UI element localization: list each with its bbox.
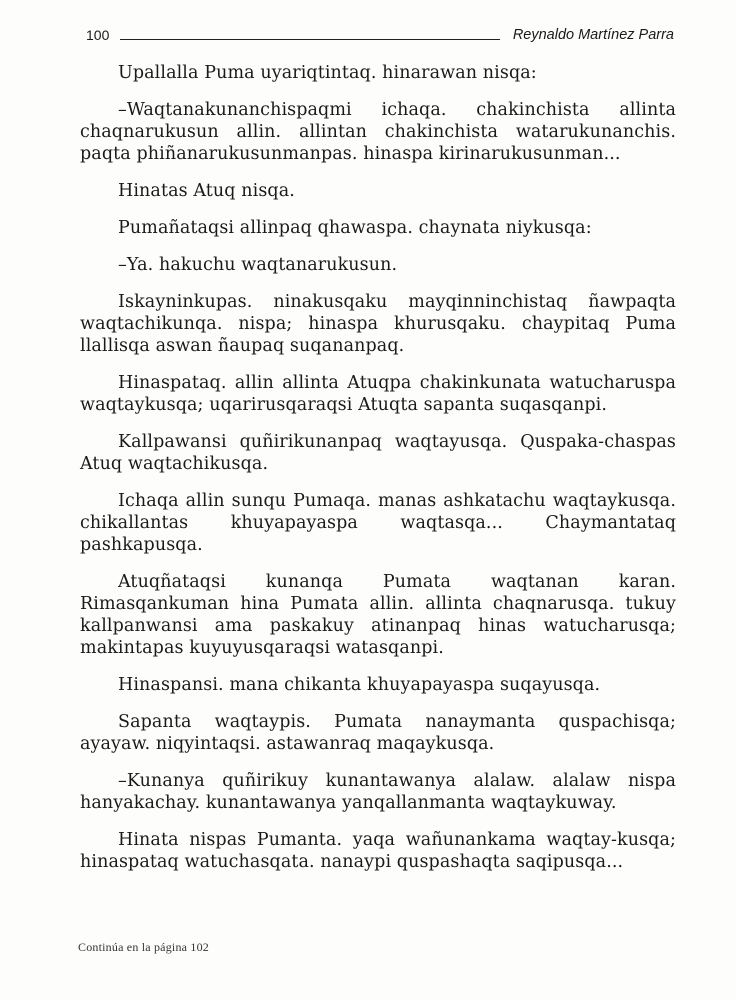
paragraph: Sapanta waqtaypis. Pumata nanaymanta quspachisqa; ayayaw. niqyintaqsi. astawanraq maqaykusqa.	[80, 712, 676, 754]
page-number: 100	[86, 27, 110, 43]
paragraph: Upallalla Puma uyariqtintaq. hinarawan nisqa:	[118, 63, 537, 83]
paragraph: –Waqtanakunanchispaqmi ichaqa. chakinchista allinta chaqnarukusun allin. allintan chakinchista watarukunanchis. paqta phiñanarukusunmanpas. hinaspa kirinarukusunman...	[80, 100, 676, 164]
paragraph: –Ya. hakuchu waqtanarukusun.	[118, 255, 398, 275]
continuation-note: Continúa en la página 102	[78, 940, 209, 954]
page-header	[86, 24, 674, 46]
running-head-author: Reynaldo Martínez Parra	[512, 27, 674, 43]
paragraph: Iskayninkupas. ninakusqaku mayqinninchistaq ñawpaqta waqtachikunqa. nispa; hinaspa khurusqaku. chaypitaq Puma llallisqa aswan ñaupaq suqananpaq.	[80, 292, 676, 356]
paragraph: Atuqñataqsi kunanqa Pumata waqtanan karan. Rimasqankuman hina Pumata allin. allinta chaqnarusqa. tukuy kallpanwansi ama paskakuy atinanpaq hinas watucharusqa; makintapas kuyuyusqaraqsi watasqanpi.	[80, 572, 676, 658]
story-text	[80, 62, 676, 888]
paragraph: Pumañataqsi allinpaq qhawaspa. chaynata niykusqa:	[118, 218, 592, 238]
header-rule	[120, 39, 500, 40]
paragraph: Hinaspataq. allin allinta Atuqpa chakinkunata watucharuspa waqtaykusqa; uqarirusqaraqsi Atuqta sapanta suqasqanpi.	[80, 373, 676, 415]
paragraph: Kallpawansi quñirikunanpaq waqtayusqa. Quspaka-chaspas Atuq waqtachikusqa.	[80, 432, 676, 474]
paragraph: Ichaqa allin sunqu Pumaqa. manas ashkatachu waqtaykusqa. chikallantas khuyapayaspa waqtasqa... Chaymantataq pashkapusqa.	[80, 491, 676, 555]
paragraph: –Kunanya quñirikuy kunantawanya alalaw. alalaw nispa hanyakachay. kunantawanya yanqallanmanta waqtaykuway.	[80, 771, 676, 813]
paragraph: Hinatas Atuq nisqa.	[118, 181, 295, 201]
paragraph: Hinata nispas Pumanta. yaqa wañunankama waqtay-kusqa; hinaspataq watuchasqata. nanaypi quspashaqta saqipusqa...	[80, 830, 676, 872]
paragraph: Hinaspansi. mana chikanta khuyapayaspa suqayusqa.	[118, 675, 601, 695]
